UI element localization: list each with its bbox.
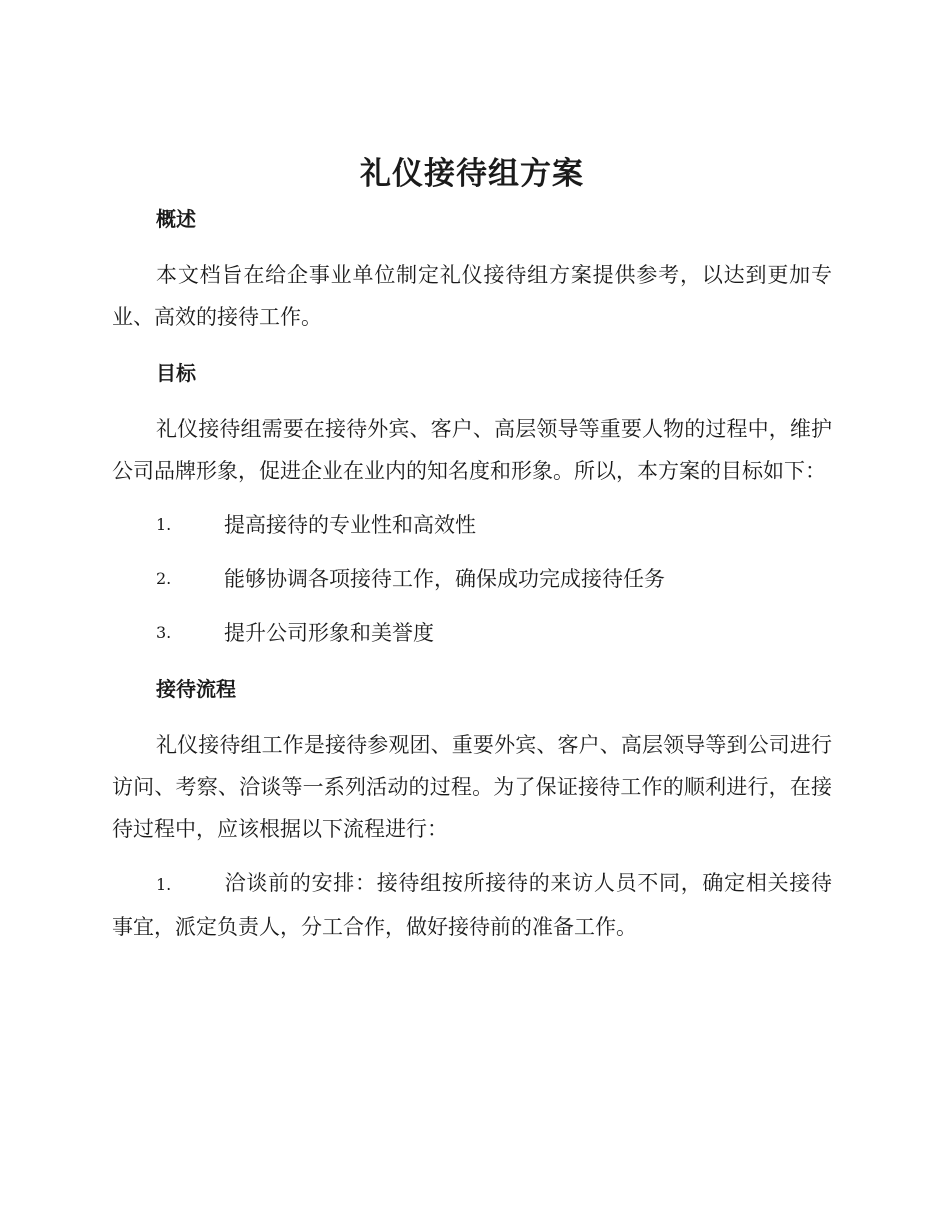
document-title: 礼仪接待组方案 (360, 156, 584, 192)
list-item-number: 3. (156, 623, 172, 642)
list-item (112, 612, 832, 654)
list-item (112, 558, 832, 600)
list-item (112, 504, 832, 546)
list-item-text: 能够协调各项接待工作，确保成功完成接待任务 (224, 567, 665, 591)
list-item-number: 2. (156, 569, 172, 588)
section-heading-overview: 概述 (156, 207, 196, 231)
overview-paragraph: 本文档旨在给企事业单位制定礼仪接待组方案提供参考，以达到更加专业、高效的接待工作。 (112, 263, 832, 329)
list-item-text: 洽谈前的安排：接待组按所接待的来访人员不同，确定相关接待事宜，派定负责人，分工合作，做好接待前的准备工作。 (112, 871, 832, 939)
section-heading-goals: 目标 (156, 361, 196, 385)
document-body (112, 150, 832, 948)
reception-process-paragraph: 礼仪接待组工作是接待参观团、重要外宾、客户、高层领导等到公司进行访问、考察、洽谈等一系列活动的过程。为了保证接待工作的顺利进行，在接待过程中，应该根据以下流程进行： (112, 733, 832, 841)
list-item (112, 862, 832, 948)
section-heading-reception-process: 接待流程 (156, 677, 236, 701)
list-item-text: 提升公司形象和美誉度 (224, 621, 434, 645)
list-item-number: 1. (156, 875, 172, 894)
goals-paragraph: 礼仪接待组需要在接待外宾、客户、高层领导等重要人物的过程中，维护公司品牌形象，促进企业在业内的知名度和形象。所以，本方案的目标如下： (112, 417, 832, 483)
list-item-text: 提高接待的专业性和高效性 (224, 513, 476, 537)
list-item-number: 1. (156, 515, 172, 534)
